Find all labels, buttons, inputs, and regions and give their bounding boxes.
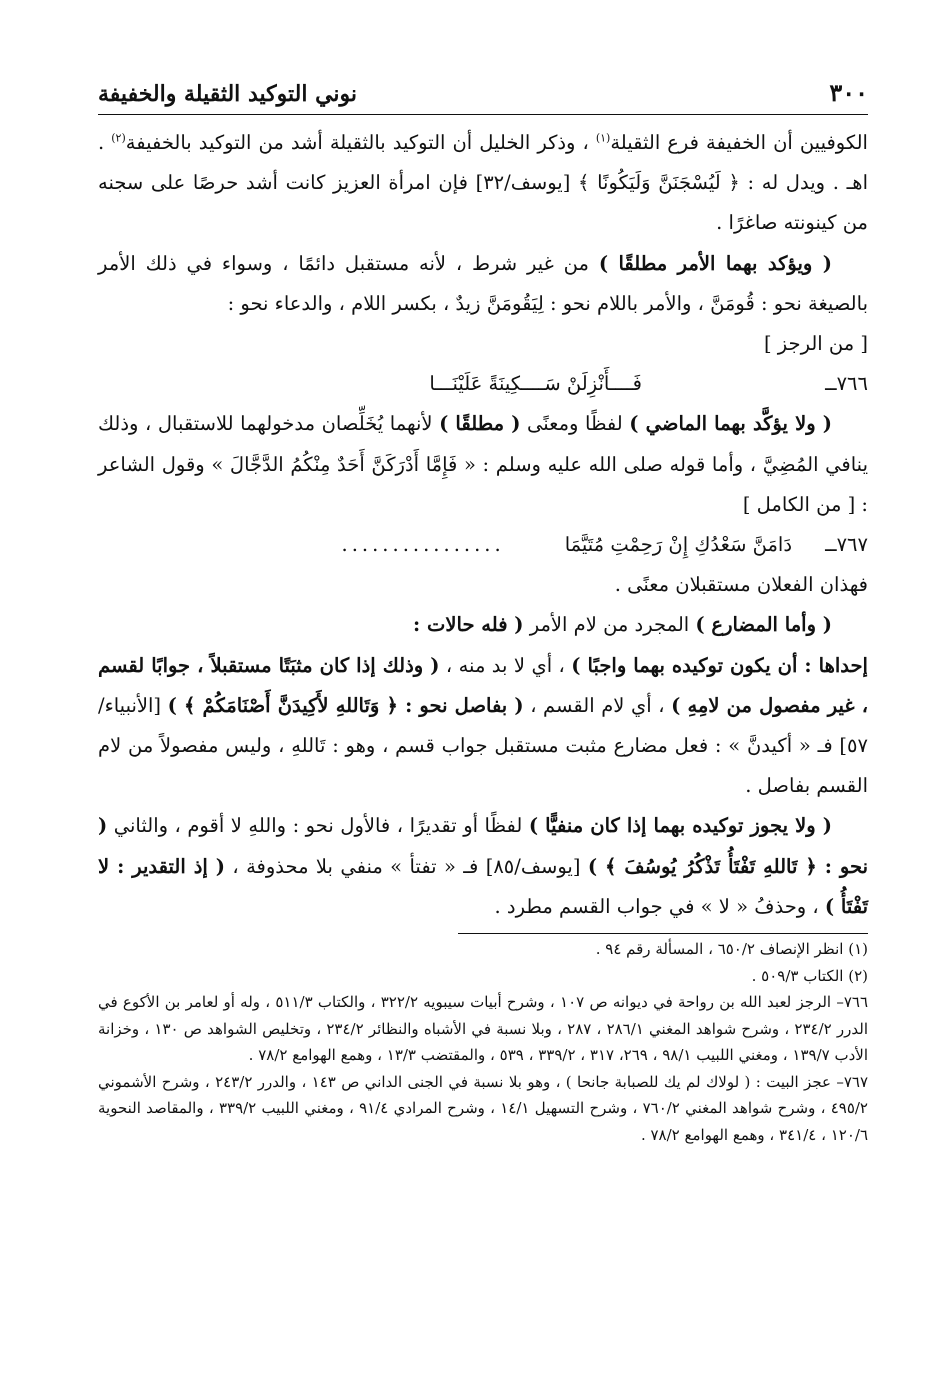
verse-766 bbox=[98, 364, 868, 404]
verse-text: فَــــأَنْزِلَنْ سَــــكِينَةً عَلَيْنَـــا bbox=[429, 372, 642, 396]
paragraph-1 bbox=[98, 123, 868, 244]
bold-span: ( ولا يؤكَّد بهما الماضي ) bbox=[629, 412, 833, 436]
text-span: ، أي لا بد منه ، bbox=[439, 653, 572, 677]
paragraph-7 bbox=[98, 806, 868, 927]
verse-767 bbox=[98, 525, 868, 565]
meter-label-1: [ من الرجز ] bbox=[763, 332, 868, 356]
verse-number: ٧٦٦ــ bbox=[825, 372, 868, 396]
paragraph-2 bbox=[98, 244, 868, 324]
footnote-766: ٧٦٦– الرجز لعبد الله بن رواحة في ديوانه ص ١٠٧ ، وشرح أبيات سيبويه ٣٢٢/٢ ، والكتاب ٥١١/٣ ، وله أو لعامر بن الأكوع في الدرر ٢٣٤/٢ ، وشرح شواهد المغني ٢٨٦/١ ، ٢٨٧ ، وبلا نسبة في الأشباه والنظائر ٢٣٤/٢ ، وتخليص الشواهد ص ١٣٠ ، وخزانة الأدب ١٣٩/٧ ، ومغني اللبيب ٩٨/١ ، ٢٦٩، ٣١٧ ، ٣٣٩/٢ ، ٥٣٩ ، والمقتضب ١٣/٣ ، وهمع الهوامع ٧٨/٢ . bbox=[98, 993, 868, 1065]
verse-number: ٧٦٧ــ bbox=[825, 533, 868, 557]
footnote-767: ٧٦٧– عجز البيت : ( لولاك لم يك للصبابة جانحا ) ، وهو بلا نسبة في الجنى الداني ص ١٤٣ ، والدرر ٢٤٣/٢ ، وشرح الأشموني ٤٩٥/٢ ، وشرح شواهد المغني ٧٦٠/٢ ، وشرح التسهيل ١٤/١ ، وشرح المرادي ٩١/٤ ، ومغني اللبيب ٣٣٩/٢ ، والمقاصد النحوية ١٢٠/٦ ، ٣٤١/٤ ، وهمع الهوامع ٧٨/٢ . bbox=[98, 1072, 868, 1144]
bold-span: إحداها : bbox=[797, 653, 868, 677]
text-span: ، وحذفُ « لا » في جواب القسم مطرد . bbox=[494, 894, 825, 918]
text-span: لفظًا أو تقديرًا ، فالأول نحو : واللهِ لا أقوم ، والثاني bbox=[107, 814, 529, 838]
bold-span: ( فله حالات : bbox=[413, 613, 524, 637]
running-header bbox=[98, 78, 868, 115]
text-span: [يوسف/٨٥] فـ « تفتأ » منفي بلا محذوفة ، bbox=[225, 854, 588, 878]
text-span: من غير شرط ، لأنه مستقبل دائمًا ، وسواء في ذلك الأمر بالصيغة نحو : قُومَنَّ ، والأمر باللام نحو : لِيَقُومَنَّ زيدٌ ، بكسر اللام ، والدعاء نحو : bbox=[98, 251, 868, 315]
bold-span: ( وأما المضارع ) bbox=[695, 613, 832, 637]
bold-span: ( بفاصل نحو : ﴿ وَتَاللهِ لأَكِيدَنَّ أَصْنَامَكُمْ ﴾ ) bbox=[167, 693, 524, 717]
verse-dots: ................ bbox=[341, 533, 505, 557]
bold-span: ( مطلقًا ) bbox=[439, 412, 521, 436]
paragraph-5 bbox=[98, 605, 868, 645]
text-span: ، أي لام القسم ، bbox=[523, 693, 672, 717]
bold-span: ( إذ التقدير : لا تَفْتَأُ ) bbox=[98, 854, 868, 918]
bold-span: أن يكون توكيده بهما واجبًا ) bbox=[571, 653, 798, 677]
bold-span: ( نحو : ﴿ تَاللهِ تَفْتَأُ تَذْكُرُ يُوسُفَ ﴾ ) bbox=[98, 814, 868, 878]
verse-text: دَامَنَّ سَعْدُكِ إِنْ رَحِمْتِ مُتَيَّمَا bbox=[564, 533, 792, 557]
page-number: ٣٠٠ bbox=[829, 78, 868, 107]
text-span: لأنهما يُخَلِّصان مدخولهما للاستقبال ، وذلك ينافي المُضِيَّ ، وأما قوله صلى الله عليه وسلم : « فَإِمَّا أَدْرَكَنَّ أَحَدٌ مِنْكُمُ الدَّجَّالَ » وقول الشاعر : bbox=[98, 412, 868, 516]
main-text bbox=[98, 123, 868, 927]
text-span: المجرد من لام الأمر bbox=[523, 613, 696, 637]
text-span: ، وذكر الخليل أن التوكيد بالثقيلة أشد من التوكيد بالخفيفة bbox=[125, 131, 596, 154]
footnotes bbox=[98, 936, 868, 1148]
footnote-2: (٢) الكتاب ٥٠٩/٣ . bbox=[751, 966, 868, 985]
paragraph-3 bbox=[98, 404, 868, 525]
paragraph-4: فهذان الفعلان مستقبلان معنًى . bbox=[614, 573, 868, 597]
footnote-divider bbox=[458, 933, 868, 934]
text-span: لفظًا ومعنًى bbox=[520, 412, 630, 436]
book-page bbox=[98, 78, 868, 1148]
bold-span: ( ولا يجوز توكيده بهما إذا كان منفيًّا ) bbox=[528, 814, 832, 838]
bold-span: ( وذلك إذا كان مثبَتًا مستقبلاً ، جوابًا لقسم ، غير مفصول من لامِهِ ) bbox=[98, 653, 868, 717]
bold-span: ( ويؤكد بهما الأمر مطلقًا ) bbox=[598, 251, 832, 275]
text-span: الكوفيين أن الخفيفة فرع الثقيلة bbox=[610, 131, 868, 154]
footnote-ref-1: (١) bbox=[595, 131, 611, 145]
chapter-title: نوني التوكيد الثقيلة والخفيفة bbox=[98, 81, 358, 107]
text-span: . اهـ . ويدل له : ﴿ لَيُسْجَنَنَّ وَلَيَكُونًا ﴾ [يوسف/٣٢] فإن امرأة العزيز كانت أشد حرصًا على سجنه من كينونته صاغرًا . bbox=[98, 131, 868, 235]
footnote-ref-2: (٢) bbox=[111, 131, 126, 145]
paragraph-6 bbox=[98, 646, 868, 807]
text-span: [الأنبياء/٥٧] فـ « أكيدنَّ » : فعل مضارع مثبت مستقبل جواب قسم ، وهو : تَاللهِ ، وليس مفصولاً من لام القسم بفاصل . bbox=[98, 693, 868, 798]
meter-label-2: [ من الكامل ] bbox=[742, 492, 856, 516]
footnote-1: (١) انظر الإنصاف ٦٥٠/٢ ، المسألة رقم ٩٤ . bbox=[595, 940, 868, 959]
